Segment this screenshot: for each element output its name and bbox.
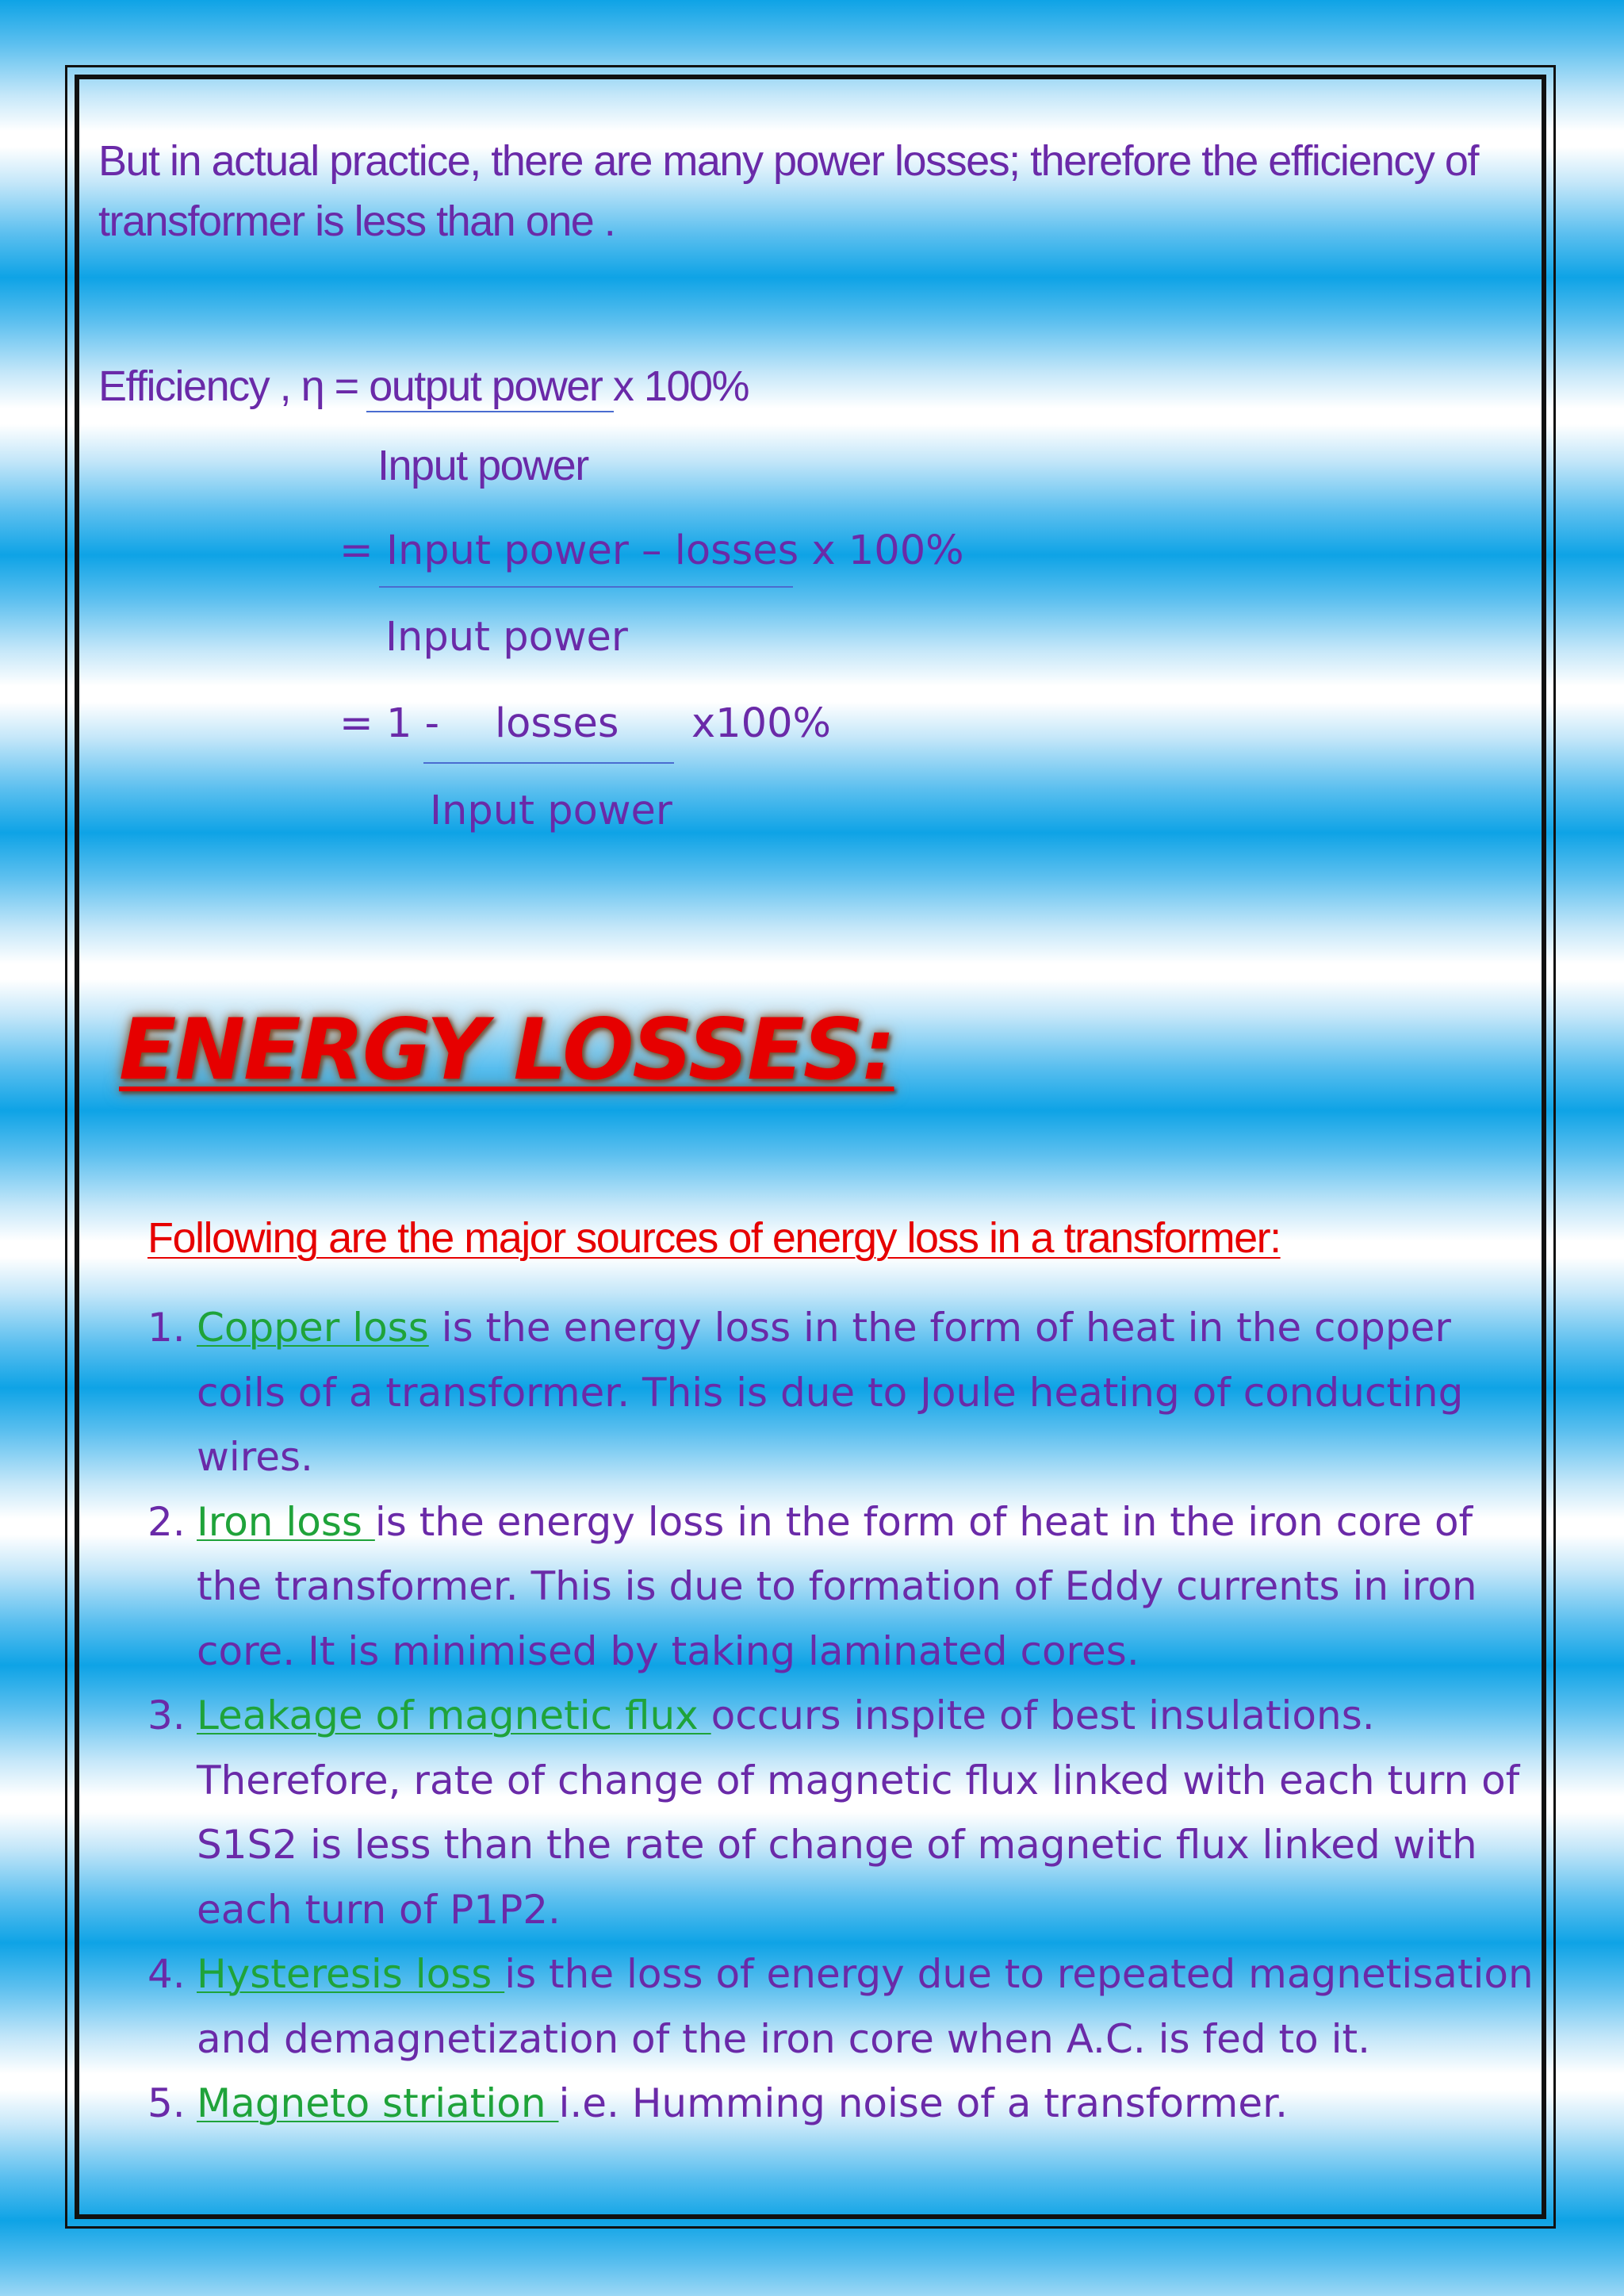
denominator-input-power-3: Input power: [430, 788, 672, 834]
list-item: [147, 1490, 1527, 1685]
magneto-striation-text-1: i.e. Humming noise of a transformer.: [558, 2080, 1288, 2126]
term-copper-loss: Copper loss: [197, 1305, 429, 1351]
list-number: 2.: [147, 1498, 186, 1545]
term-magneto-striation: Magneto striation: [197, 2080, 559, 2126]
efficiency-formula-line-1: [98, 362, 749, 411]
leakage-text-1: occurs inspite of best insulations.: [710, 1692, 1375, 1738]
iron-loss-text-1: is the energy loss in the form of heat in the iron core of: [374, 1498, 1473, 1545]
term-leakage-of-magnetic-flux: Leakage of magnetic flux: [197, 1692, 711, 1738]
leakage-text-3: S1S2 is less than the rate of change of magnetic flux linked with: [197, 1822, 1477, 1868]
fraction-bar-2: [379, 586, 793, 588]
denominator-input-power-1: Input power: [377, 442, 588, 489]
leakage-text-4: each turn of P1P2.: [197, 1886, 561, 1933]
energy-losses-heading: ENERGY LOSSES:: [119, 1001, 894, 1098]
list-number: 3.: [147, 1692, 186, 1738]
term-hysteresis-loss: Hysteresis loss: [197, 1951, 505, 1997]
list-item: [147, 1684, 1527, 1942]
list-number: 5.: [147, 2080, 186, 2126]
eq3-times-100-percent: x100%: [691, 700, 831, 747]
term-iron-loss: Iron loss: [197, 1498, 375, 1545]
iron-loss-text-3: core. It is minimised by taking laminated cores.: [197, 1627, 1139, 1674]
intro-line-1: But in actual practice, there are many power losses; therefore the efficiency of: [98, 137, 1478, 185]
copper-loss-text-1: is the energy loss in the form of heat in the copper: [428, 1305, 1451, 1351]
eq3-numerator-losses: losses: [495, 700, 619, 747]
list-item: [147, 1296, 1527, 1490]
times-100-percent-2: x 100%: [799, 527, 964, 574]
fraction-bar-1: [366, 411, 614, 412]
eq2-numerator: = Input power – losses: [339, 527, 799, 574]
energy-loss-list: [147, 1296, 1534, 2137]
efficiency-formula-line-2: [339, 527, 964, 574]
eq3-prefix: = 1 -: [339, 700, 440, 747]
hysteresis-text-2: and demagnetization of the iron core when A.C. is fed to it.: [197, 2015, 1370, 2062]
list-item: [147, 1942, 1534, 2072]
intro-line-2: transformer is less than one .: [98, 197, 615, 245]
fraction-bar-3: [423, 762, 674, 764]
leakage-text-2: Therefore, rate of change of magnetic flux linked with each turn of: [197, 1757, 1520, 1803]
copper-loss-text-3: wires.: [197, 1434, 313, 1480]
copper-loss-text-2: coils of a transformer. This is due to Joule heating of conducting: [197, 1369, 1464, 1416]
hysteresis-text-1: is the loss of energy due to repeated magnetisation: [504, 1951, 1534, 1997]
losses-intro: Following are the major sources of energy loss in a transformer:: [147, 1214, 1281, 1262]
iron-loss-text-2: the transformer. This is due to formation of Eddy currents in iron: [197, 1563, 1477, 1609]
times-100-percent-1: x 100%: [612, 362, 749, 410]
efficiency-lhs: Efficiency , η =: [98, 362, 370, 410]
list-number: 1.: [147, 1305, 186, 1351]
list-item: [147, 2072, 1527, 2137]
denominator-input-power-2: Input power: [385, 614, 628, 661]
list-number: 4.: [147, 1951, 186, 1997]
numerator-output-power: output power: [369, 362, 613, 410]
